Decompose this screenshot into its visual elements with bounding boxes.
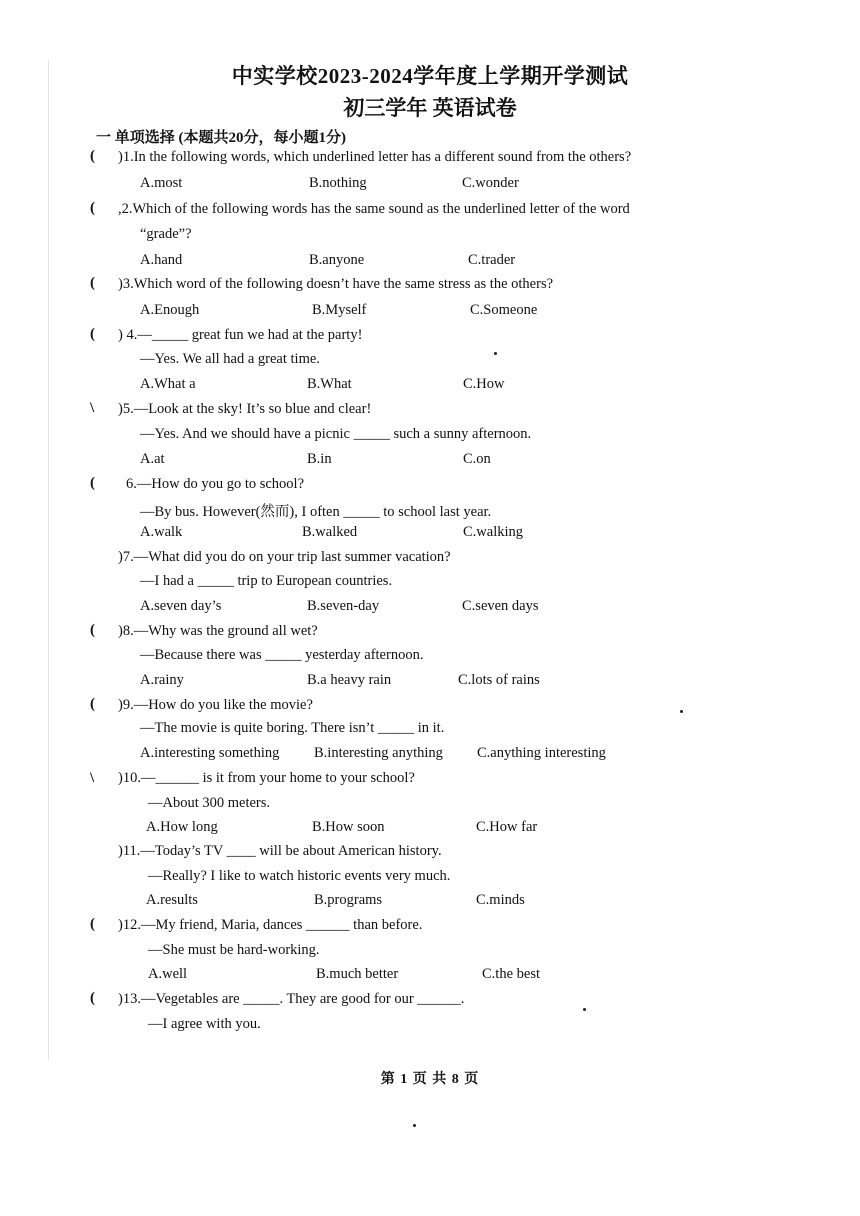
question-7-dialogue: —I had a _____ trip to European countries.	[140, 573, 393, 589]
answer-bracket: (	[90, 696, 95, 712]
question-2-option-b: B.anyone	[309, 252, 365, 268]
question-4-option-b: B.What	[307, 376, 352, 392]
question-11-option-b: B.programs	[314, 892, 383, 908]
page-number: 第 1 页 共 8 页	[380, 1072, 480, 1087]
question-11-dialogue: —Really? I like to watch historic events very much.	[148, 868, 451, 884]
answer-bracket: \	[90, 400, 95, 416]
question-12-dialogue: —She must be hard-working.	[148, 942, 320, 958]
question-4-dialogue: —Yes. We all had a great time.	[140, 351, 320, 367]
question-9-dialogue: —The movie is quite boring. There isn’t _____ in it.	[140, 720, 445, 736]
question-6-option-c: C.walking	[463, 524, 524, 540]
question-10-stem: )10.—______ is it from your home to your school?	[118, 770, 415, 786]
question-3-option-a: A.Enough	[140, 302, 200, 318]
answer-bracket: (	[90, 148, 95, 164]
question-9-option-c: C.anything interesting	[477, 745, 606, 761]
scan-speck	[413, 1124, 416, 1127]
answer-bracket: (	[90, 475, 95, 491]
question-1-option-c: C.wonder	[462, 175, 519, 191]
answer-bracket: (	[90, 916, 95, 932]
question-10-option-a: A.How long	[146, 819, 218, 835]
question-6-option-a: A.walk	[140, 524, 183, 540]
question-10-dialogue: —About 300 meters.	[148, 795, 271, 811]
question-9-option-a: A.interesting something	[140, 745, 280, 761]
question-8-option-a: A.rainy	[140, 672, 184, 688]
question-5-option-c: C.on	[463, 451, 491, 467]
question-3-option-c: C.Someone	[470, 302, 538, 318]
exam-subtitle: 初三学年 英语试卷	[343, 96, 517, 120]
question-7-option-b: B.seven-day	[307, 598, 380, 614]
question-12-stem: )12.—My friend, Maria, dances ______ than before.	[118, 917, 423, 933]
scan-speck	[494, 352, 497, 355]
question-7-option-c: C.seven days	[462, 598, 539, 614]
question-5-option-a: A.at	[140, 451, 165, 467]
answer-bracket: (	[90, 200, 95, 216]
question-3-option-b: B.Myself	[312, 302, 367, 318]
question-2-stem: ,2.Which of the following words has the same sound as the underlined letter of the word	[118, 201, 630, 217]
question-7-stem: )7.—What did you do on your trip last summer vacation?	[118, 549, 451, 565]
question-11-option-c: C.minds	[476, 892, 525, 908]
scan-edge-line	[48, 60, 49, 1060]
question-10-option-b: B.How soon	[312, 819, 385, 835]
scan-speck	[583, 1008, 586, 1011]
question-8-option-c: C.lots of rains	[458, 672, 540, 688]
question-8-option-b: B.a heavy rain	[307, 672, 392, 688]
question-6-option-b: B.walked	[302, 524, 358, 540]
question-2-option-c: C.trader	[468, 252, 516, 268]
question-11-option-a: A.results	[146, 892, 198, 908]
question-12-option-a: A.well	[148, 966, 188, 982]
question-7-option-a: A.seven day’s	[140, 598, 222, 614]
question-1-stem: )1.In the following words, which underlined letter has a different sound from the others?	[118, 149, 632, 165]
question-13-stem: )13.—Vegetables are _____. They are good for our ______.	[118, 991, 465, 1007]
question-5-option-b: B.in	[307, 451, 332, 467]
question-4-option-c: C.How	[463, 376, 505, 392]
question-11-stem: )11.—Today’s TV ____ will be about American history.	[118, 843, 442, 859]
question-3-stem: )3.Which word of the following doesn’t have the same stress as the others?	[118, 276, 554, 292]
question-8-dialogue: —Because there was _____ yesterday afternoon.	[140, 647, 424, 663]
question-4-option-a: A.What a	[140, 376, 196, 392]
answer-bracket: (	[90, 275, 95, 291]
question-5-stem: )5.—Look at the sky! It’s so blue and clear!	[118, 401, 372, 417]
question-2-stem-cont: “grade”?	[140, 226, 192, 242]
exam-title: 中实学校2023-2024学年度上学期开学测试	[231, 64, 629, 88]
question-4-stem: ) 4.—_____ great fun we had at the party!	[118, 327, 363, 343]
question-13-dialogue: —I agree with you.	[148, 1016, 261, 1032]
question-10-option-c: C.How far	[476, 819, 538, 835]
question-1-option-a: A.most	[140, 175, 183, 191]
question-2-option-a: A.hand	[140, 252, 183, 268]
question-9-stem: )9.—How do you like the movie?	[118, 697, 313, 713]
question-6-dialogue: —By bus. However(然而), I often _____ to school last year.	[140, 504, 492, 520]
section-heading: 一 单项选择 (本题共20分，每小题1分)	[96, 130, 346, 146]
question-6-stem: 6.—How do you go to school?	[126, 476, 305, 492]
answer-bracket: (	[90, 622, 95, 638]
scan-speck	[680, 710, 683, 713]
question-12-option-c: C.the best	[482, 966, 540, 982]
question-8-stem: )8.—Why was the ground all wet?	[118, 623, 318, 639]
answer-bracket: \	[90, 770, 95, 786]
question-12-option-b: B.much better	[316, 966, 399, 982]
question-9-option-b: B.interesting anything	[314, 745, 443, 761]
answer-bracket: (	[90, 326, 95, 342]
question-5-dialogue: —Yes. And we should have a picnic _____ such a sunny afternoon.	[140, 426, 532, 442]
answer-bracket: (	[90, 990, 95, 1006]
question-1-option-b: B.nothing	[309, 175, 367, 191]
